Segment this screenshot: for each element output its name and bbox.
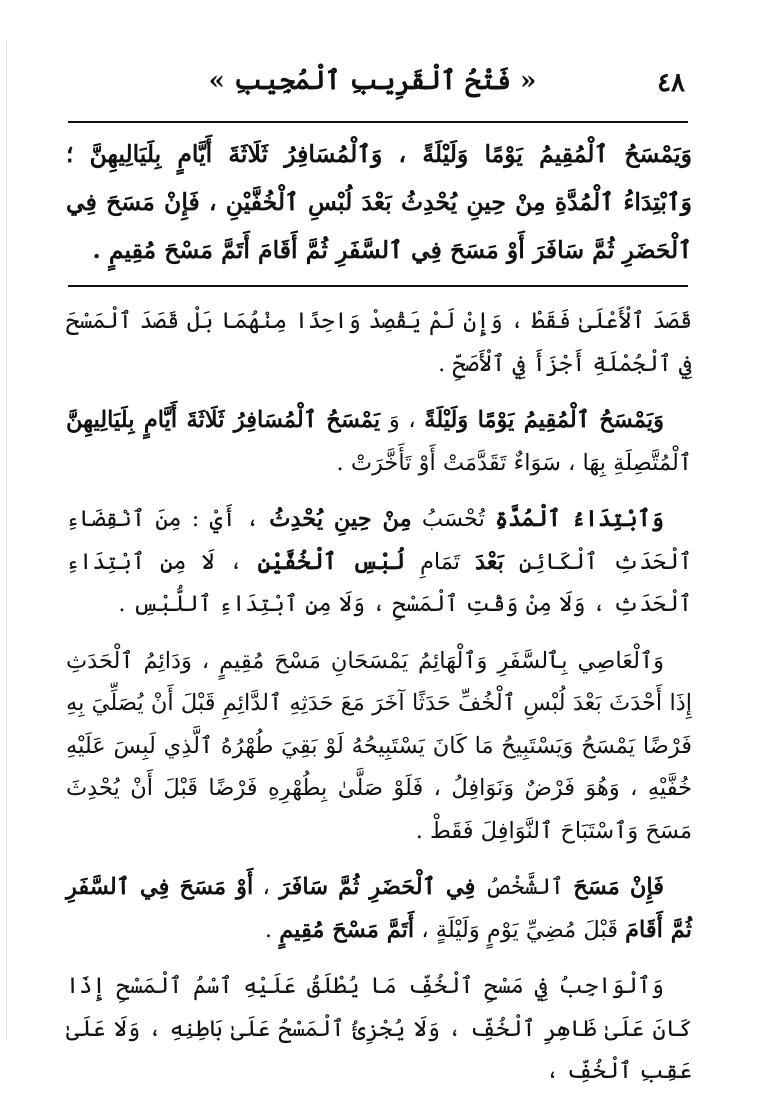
commentary-text: ، [262,874,270,900]
commentary-text: . [264,916,273,943]
matn-text: وَيَمْسَحُ ٱلْمُقِيمُ يَوْمًا وَلَيْلَةً ، وَٱلْمُسَافِرُ ثَلَاثَةَ أَيَّامٍ بِلَيَالِيهِنَّ ؛ وَٱبْتِدَاءُ ٱلْمُدَّةِ مِنْ حِينِ يُحْدِثُ بَعْدَ لُبْسِ ٱلْخُفَّيْنِ ، فَإِنْ مَسَحَ فِي ٱلْحَضَرِ ثُمَّ سَافَرَ أَوْ مَسَحَ فِي ٱلسَّفَرِ ثُمَّ أَقَامَ أَتَمَّ مَسْحَ مُقِيمٍ . [66,140,692,264]
commentary-text: تَمَامِ [419,548,461,575]
commentary-text: ، لَا مِنِ ٱبْتِدَاءِ ٱلْحَدَثِ ، وَلَا مِنْ وَقْتِ ٱلْمَسْحِ ، وَلَا مِنِ ٱبْتِدَاءِ ٱللُّبْسِ . [66,548,692,617]
page-header [60,66,685,106]
commentary-text: قَبْلَ مُضِيِّ يَوْمٍ وَلَيْلَةٍ ، [421,916,618,943]
commentary-text: ، أَيْ : مِنَ ٱنْقِضَاءِ ٱلْحَدَثِ ٱلْكَائِنِ [66,506,692,575]
page-number: ٤٨ [657,68,685,98]
matn-quote: مِنْ حِينِ يُحْدِثُ [269,506,412,532]
matn-quote: وَٱبْتِدَاءُ ٱلْمُدَّةِ [494,506,664,532]
commentary-text: ٱلْمُتَّصِلَةِ بِهَا ، سَوَاءٌ تَقَدَّمَتْ أَوْ تَأَخَّرَتْ . [336,449,692,476]
matn-quote: فِي ٱلْحَضَرِ ثُمَّ سَافَرَ [279,874,476,900]
sharh-commentary [66,300,692,1100]
commentary-paragraph: قَصَدَ ٱلْأَعْلَىٰ فَقَطْ ، وَإِنْ لَمْ يَقْصِدْ وَاحِدًا مِنْهُمَا بَلْ قَصَدَ ٱلْمَسْحَ فِي ٱلْجُمْلَةِ أَجْزَأَ فِي ٱلْأَصَحِّ . [66,308,692,377]
commentary-text: ٱلشَّخْصُ [484,874,564,900]
book-title: « فَتْحُ ٱلْقَرِيبِ ٱلْمُجِيبِ » [208,66,537,96]
commentary-paragraph [66,866,692,951]
matn-quote: لُبْسِ ٱلْخُفَّيْنِ [257,548,406,575]
matn-quote: وَيَمْسَحُ ٱلْمُقِيمُ يَوْمًا وَلَيْلَةً [424,407,664,433]
commentary-paragraph [66,498,692,626]
commentary-text: تُحْسَبُ [421,506,485,532]
scan-edge-shadow [6,40,7,1040]
commentary-paragraph [66,399,692,484]
commentary-paragraph: وَٱلْوَاجِبُ فِي مَسْحِ ٱلْخُفِّ مَا يُطْلَقُ عَلَيْهِ ٱسْمُ ٱلْمَسْحِ إِذَا كَانَ عَلَىٰ ظَاهِرِ ٱلْخُفِّ ، وَلَا يُجْزِئُ ٱلْمَسْحُ عَلَىٰ بَاطِنِهِ ، وَلَا عَلَىٰ عَقِبِ ٱلْخُفِّ ، [66,973,692,1084]
header-rule [68,121,688,123]
matn-quote: أَوْ مَسَحَ فِي ٱلسَّفَرِ ثُمَّ أَقَامَ [66,874,692,943]
commentary-text: ، وَ [388,407,416,433]
matn-quote: أَتَمَّ مَسْحَ مُقِيمٍ [279,916,415,943]
matn-quote: فَإِنْ مَسَحَ [573,874,664,900]
commentary-paragraph: وَٱلْعَاصِي بِٱلسَّفَرِ وَٱلْهَائِمُ يَمْسَحَانِ مَسْحَ مُقِيمٍ ، وَدَائِمُ ٱلْحَدَثِ إِذَا أَحْدَثَ بَعْدَ لُبْسِ ٱلْخُفِّ حَدَثًا آخَرَ مَعَ حَدَثِهِ ٱلدَّائِمِ قَبْلَ أَنْ يُصَلِّيَ بِهِ فَرْضًا يَمْسَحُ وَيَسْتَبِيحُ مَا كَانَ يَسْتَبِيحُهُ لَوْ بَقِيَ طُهْرُهُ ٱلَّذِي لَبِسَ عَلَيْهِ خُفَّيْهِ ، وَهُوَ فَرْضٌ وَنَوَافِلُ ، فَلَوْ صَلَّىٰ بِطُهْرِهِ فَرْضًا قَبْلَ أَنْ يُحْدِثَ مَسَحَ وَٱسْتَبَاحَ ٱلنَّوَافِلَ فَقَطْ . [66,647,692,844]
matn-quote: بَعْدَ [474,548,504,575]
matn-quote: يَمْسَحُ ٱلْمُسَافِرُ ثَلَاثَةَ أَيَّامٍ بِلَيَالِيهِنَّ [66,407,381,433]
matn-sharh-divider [68,285,688,287]
